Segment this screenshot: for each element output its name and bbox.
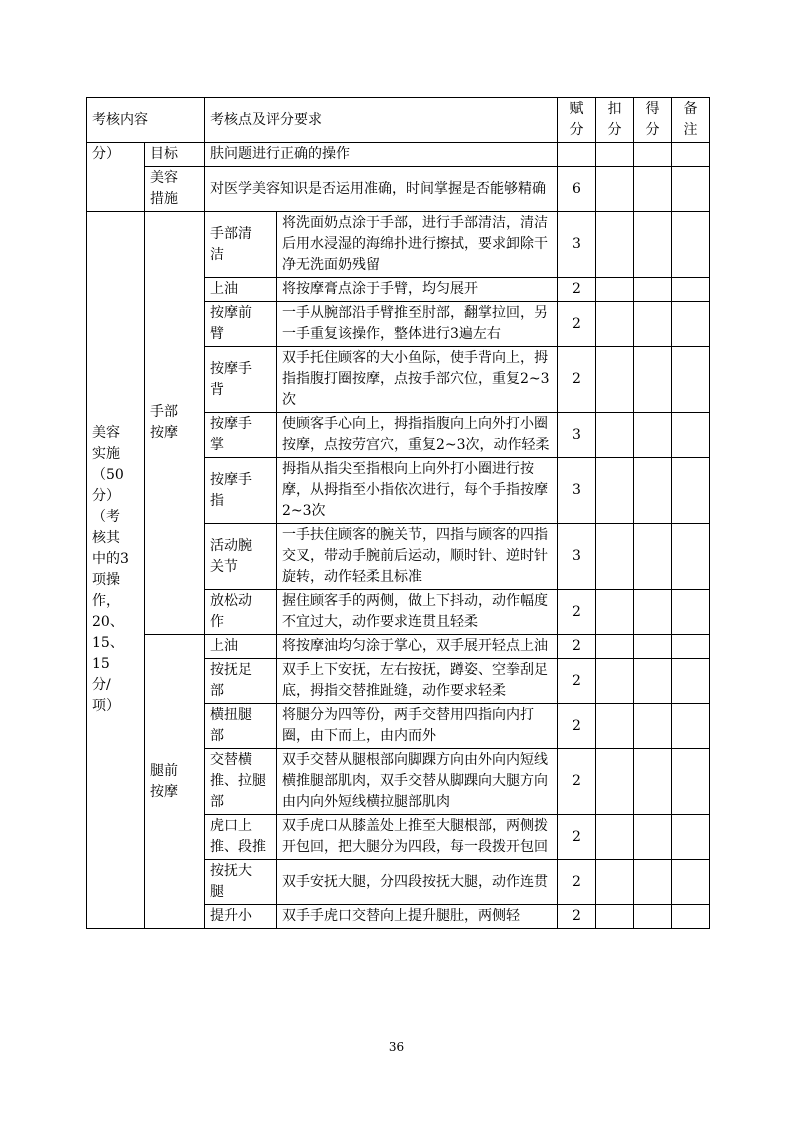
requirement-cell: 将洗面奶点涂于手部，进行手部清洁，清洁后用水浸湿的海绵扑进行擦拭，要求卸除干净无洗面奶残留 [277, 212, 558, 278]
header-points: 考核点及评分要求 [205, 98, 558, 143]
earned-cell [634, 524, 672, 590]
remark-cell [672, 413, 710, 458]
header-assign: 赋 分 [558, 98, 596, 143]
assigned-score: 6 [558, 167, 596, 212]
requirement-cell: 一手从腕部沿手臂推至肘部，翻掌拉回，另一手重复该操作，整体进行3遍左右 [277, 302, 558, 347]
remark-cell [672, 278, 710, 302]
remark-cell [672, 815, 710, 860]
requirement-cell: 双手托住顾客的大小鱼际，使手背向上，拇指指腹打圈按摩，点按手部穴位，重复2~3次 [277, 347, 558, 413]
earned-cell [634, 458, 672, 524]
requirement-cell: 将按摩油均匀涂于掌心，双手展开轻点上油 [277, 635, 558, 659]
assigned-score: 2 [558, 815, 596, 860]
requirement-cell: 双手手虎口交替向上提升腿肚，两侧轻 [277, 905, 558, 929]
requirement-cell: 使顾客手心向上，拇指指腹向上向外打小圈按摩，点按劳宫穴，重复2~3次，动作轻柔 [277, 413, 558, 458]
deduct-cell [596, 590, 634, 635]
remark-cell [672, 905, 710, 929]
deduct-cell [596, 302, 634, 347]
requirement-cell: 肤问题进行正确的操作 [205, 143, 558, 167]
assigned-score: 2 [558, 347, 596, 413]
requirement-cell: 拇指从指尖至指根向上向外打小圈进行按摩，从拇指至小指依次进行，每个手指按摩2~3次 [277, 458, 558, 524]
assigned-score: 3 [558, 413, 596, 458]
remark-cell [672, 458, 710, 524]
earned-cell [634, 167, 672, 212]
assigned-score: 2 [558, 635, 596, 659]
step-cell: 上油 [205, 278, 277, 302]
deduct-cell [596, 860, 634, 905]
deduct-cell [596, 212, 634, 278]
deduct-cell [596, 278, 634, 302]
assigned-score: 2 [558, 749, 596, 815]
remark-cell [672, 143, 710, 167]
deduct-cell [596, 524, 634, 590]
subcategory-cell: 目标 [145, 143, 205, 167]
earned-cell [634, 860, 672, 905]
earned-cell [634, 413, 672, 458]
header-score: 得 分 [634, 98, 672, 143]
earned-cell [634, 347, 672, 413]
table-row [87, 143, 710, 167]
assigned-score: 2 [558, 905, 596, 929]
earned-cell [634, 635, 672, 659]
requirement-cell: 双手交替从腿根部向脚踝方向由外向内短线横推腿部肌肉，双手交替从脚踝向大腿方向由内向外短线横拉腿部肌肉 [277, 749, 558, 815]
remark-cell [672, 635, 710, 659]
requirement-cell: 双手安抚大腿，分四段按抚大腿，动作连贯 [277, 860, 558, 905]
deduct-cell [596, 635, 634, 659]
header-row [87, 98, 710, 143]
earned-cell [634, 905, 672, 929]
requirement-cell: 对医学美容知识是否运用准确，时间掌握是否能够精确 [205, 167, 558, 212]
requirement-cell: 将按摩膏点涂于手臂，均匀展开 [277, 278, 558, 302]
step-cell: 按抚大 腿 [205, 860, 277, 905]
page-number: 36 [388, 1040, 405, 1054]
assessment-table [86, 97, 710, 929]
header-content: 考核内容 [87, 98, 205, 143]
subcategory-cell: 美容 措施 [145, 167, 205, 212]
earned-cell [634, 302, 672, 347]
step-cell: 虎口上 推、段推 [205, 815, 277, 860]
remark-cell [672, 212, 710, 278]
earned-cell [634, 212, 672, 278]
deduct-cell [596, 347, 634, 413]
deduct-cell [596, 167, 634, 212]
step-cell: 按摩前 臂 [205, 302, 277, 347]
assigned-score: 2 [558, 704, 596, 749]
remark-cell [672, 302, 710, 347]
step-cell: 按摩手 指 [205, 458, 277, 524]
group-label: 手部 按摩 [145, 212, 205, 635]
deduct-cell [596, 458, 634, 524]
step-cell: 放松动 作 [205, 590, 277, 635]
assigned-score: 2 [558, 860, 596, 905]
requirement-cell: 双手上下安抚，左右按抚，蹲姿、空拳刮足底，拇指交替推趾缝，动作要求轻柔 [277, 659, 558, 704]
table-row [87, 167, 710, 212]
earned-cell [634, 704, 672, 749]
table-row [87, 635, 710, 659]
requirement-cell: 一手扶住顾客的腕关节，四指与顾客的四指交叉，带动手腕前后运动，顺时针、逆时针旋转，动作轻柔且标准 [277, 524, 558, 590]
deduct-cell [596, 815, 634, 860]
earned-cell [634, 590, 672, 635]
assigned-score [558, 143, 596, 167]
remark-cell [672, 860, 710, 905]
remark-cell [672, 524, 710, 590]
assigned-score: 2 [558, 590, 596, 635]
assigned-score: 3 [558, 458, 596, 524]
table-row [87, 212, 710, 278]
category-cell: 分） [87, 143, 145, 212]
assigned-score: 3 [558, 524, 596, 590]
header-remark: 备 注 [672, 98, 710, 143]
deduct-cell [596, 659, 634, 704]
remark-cell [672, 347, 710, 413]
assigned-score: 3 [558, 212, 596, 278]
section-label: 美容 实施 （50 分） （考 核其 中的3 项操 作， 20、 15、15 分/ 项） [87, 212, 145, 929]
step-cell: 按摩手 背 [205, 347, 277, 413]
step-cell: 上油 [205, 635, 277, 659]
earned-cell [634, 659, 672, 704]
requirement-cell: 握住顾客手的两侧，做上下抖动，动作幅度不宜过大，动作要求连贯且轻柔 [277, 590, 558, 635]
group-label: 腿前 按摩 [145, 635, 205, 929]
remark-cell [672, 704, 710, 749]
deduct-cell [596, 905, 634, 929]
remark-cell [672, 167, 710, 212]
step-cell: 手部清 洁 [205, 212, 277, 278]
step-cell: 按摩手 掌 [205, 413, 277, 458]
step-cell: 提升小 [205, 905, 277, 929]
step-cell: 交替横 推、拉腿 部 [205, 749, 277, 815]
earned-cell [634, 278, 672, 302]
requirement-cell: 将腿分为四等份，两手交替用四指向内打圈，由下而上，由内而外 [277, 704, 558, 749]
assigned-score: 2 [558, 302, 596, 347]
step-cell: 活动腕 关节 [205, 524, 277, 590]
deduct-cell [596, 413, 634, 458]
assigned-score: 2 [558, 278, 596, 302]
requirement-cell: 双手虎口从膝盖处上推至大腿根部，两侧拨开包回，把大腿分为四段，每一段拨开包回 [277, 815, 558, 860]
deduct-cell [596, 749, 634, 815]
assigned-score: 2 [558, 659, 596, 704]
deduct-cell [596, 704, 634, 749]
remark-cell [672, 659, 710, 704]
step-cell: 按抚足 部 [205, 659, 277, 704]
earned-cell [634, 815, 672, 860]
deduct-cell [596, 143, 634, 167]
earned-cell [634, 143, 672, 167]
header-deduct: 扣 分 [596, 98, 634, 143]
remark-cell [672, 590, 710, 635]
step-cell: 横扭腿 部 [205, 704, 277, 749]
earned-cell [634, 749, 672, 815]
remark-cell [672, 749, 710, 815]
